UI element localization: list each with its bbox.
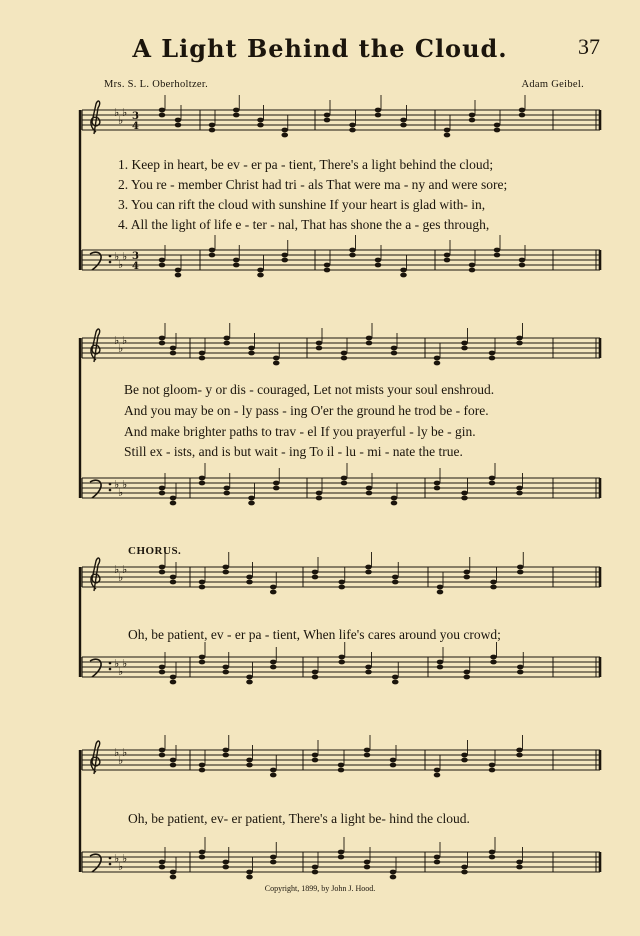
note-head	[461, 870, 468, 875]
note-head	[400, 273, 407, 278]
note-head	[270, 590, 277, 595]
note-head	[312, 670, 319, 675]
note-head	[170, 346, 177, 351]
note-head	[270, 855, 277, 860]
note-head	[248, 351, 255, 356]
note-head	[434, 773, 441, 778]
flat-sign-icon: ♭	[122, 334, 128, 347]
note-head	[375, 113, 382, 118]
note-head	[390, 763, 397, 768]
flat-sign-icon: ♭	[114, 657, 120, 670]
flat-sign-icon: ♭	[114, 563, 120, 576]
note-head	[209, 123, 216, 128]
note-head	[489, 768, 496, 773]
verse-3-line-1: 3. You can rift the cloud with sunshine If your heart is glad with- in,	[118, 197, 486, 212]
verse-2-line-2: And you may be on - ly pass - ing O'er the ground he trod be - fore.	[124, 403, 489, 418]
note-head	[246, 758, 253, 763]
note-head	[469, 113, 476, 118]
note-head	[349, 248, 356, 253]
note-head	[281, 133, 288, 138]
note-head	[222, 570, 229, 575]
note-head	[170, 501, 177, 506]
note-head	[349, 123, 356, 128]
note-head	[400, 123, 407, 128]
note-head	[365, 670, 372, 675]
note-head	[199, 768, 206, 773]
note-head	[159, 113, 166, 118]
note-head	[494, 123, 501, 128]
note-head	[391, 346, 398, 351]
bass-clef-dot	[109, 857, 112, 860]
copyright-notice: Copyright, 1899, by John J. Hood.	[264, 884, 376, 893]
note-head	[170, 875, 177, 880]
hymn-title: A Light Behind the Cloud.	[132, 34, 508, 63]
treble-clef-icon	[91, 741, 100, 774]
note-head	[222, 665, 229, 670]
flat-sign-icon: ♭	[118, 860, 124, 873]
note-head	[222, 865, 229, 870]
note-head	[444, 128, 451, 133]
note-head	[248, 496, 255, 501]
flat-sign-icon: ♭	[122, 852, 128, 865]
note-head	[159, 570, 166, 575]
note-head	[489, 351, 496, 356]
note-head	[175, 273, 182, 278]
flat-sign-icon: ♭	[118, 342, 124, 355]
note-head	[437, 590, 444, 595]
note-head	[463, 675, 470, 680]
note-head	[463, 670, 470, 675]
note-head	[324, 263, 331, 268]
note-head	[312, 675, 319, 680]
note-head	[270, 665, 277, 670]
note-head	[312, 870, 319, 875]
note-head	[519, 108, 526, 113]
note-head	[516, 748, 523, 753]
verse-1-line-1: 1. Keep in heart, be ev - er pa - tient, There's a light behind the cloud;	[118, 157, 494, 172]
flat-sign-icon: ♭	[114, 746, 120, 759]
note-head	[338, 655, 345, 660]
note-head	[170, 680, 177, 685]
note-head	[159, 565, 166, 570]
note-head	[246, 575, 253, 580]
note-head	[338, 660, 345, 665]
note-head	[375, 108, 382, 113]
note-head	[437, 665, 444, 670]
note-head	[434, 481, 441, 486]
note-head	[375, 263, 382, 268]
note-head	[170, 351, 177, 356]
note-head	[159, 753, 166, 758]
note-head	[489, 763, 496, 768]
note-head	[273, 486, 280, 491]
verse-1-line-2: Be not gloom- y or dis - couraged, Let not mists your soul enshroud.	[124, 382, 495, 397]
note-head	[209, 253, 216, 258]
note-head	[341, 351, 348, 356]
note-head	[270, 860, 277, 865]
note-head	[281, 258, 288, 263]
note-head	[349, 253, 356, 258]
note-head	[222, 565, 229, 570]
note-head	[159, 670, 166, 675]
note-head	[338, 855, 345, 860]
page-number: 37	[578, 34, 600, 59]
note-head	[434, 860, 441, 865]
flat-sign-icon: ♭	[118, 114, 124, 127]
note-head	[494, 253, 501, 258]
note-head	[461, 758, 468, 763]
note-head	[516, 753, 523, 758]
note-head	[469, 263, 476, 268]
time-signature-bottom-icon: 4	[132, 121, 139, 132]
note-head	[392, 575, 399, 580]
note-head	[222, 670, 229, 675]
note-head	[199, 481, 206, 486]
treble-clef-icon	[91, 329, 100, 362]
note-head	[246, 580, 253, 585]
flat-sign-icon: ♭	[114, 250, 120, 263]
time-signature-top-icon: 3	[132, 251, 139, 262]
note-head	[257, 268, 264, 273]
note-head	[390, 875, 397, 880]
note-head	[391, 501, 398, 506]
note-head	[490, 580, 497, 585]
bass-clef-dot	[109, 255, 112, 258]
note-head	[461, 496, 468, 501]
verse-4-line-2: Still ex - ists, and is but wait - ing To il - lu - mi - nate the true.	[124, 444, 463, 459]
note-head	[434, 855, 441, 860]
note-head	[175, 118, 182, 123]
note-head	[281, 128, 288, 133]
note-head	[517, 565, 524, 570]
note-head	[434, 361, 441, 366]
note-head	[365, 665, 372, 670]
note-head	[246, 680, 253, 685]
note-head	[222, 748, 229, 753]
note-head	[444, 253, 451, 258]
note-head	[233, 108, 240, 113]
note-head	[257, 273, 264, 278]
chorus-line-2: Oh, be patient, ev- er patient, There's a light be- hind the cloud.	[128, 811, 470, 826]
note-head	[199, 585, 206, 590]
note-head	[312, 758, 319, 763]
note-head	[270, 660, 277, 665]
note-head	[434, 768, 441, 773]
note-head	[159, 665, 166, 670]
note-head	[312, 865, 319, 870]
note-head	[170, 575, 177, 580]
note-head	[199, 476, 206, 481]
note-head	[437, 585, 444, 590]
note-head	[490, 655, 497, 660]
note-head	[516, 336, 523, 341]
note-head	[391, 351, 398, 356]
flat-sign-icon: ♭	[114, 334, 120, 347]
flat-sign-icon: ♭	[122, 250, 128, 263]
treble-clef-icon	[91, 101, 100, 134]
note-head	[341, 356, 348, 361]
note-head	[223, 336, 230, 341]
note-head	[223, 491, 230, 496]
note-head	[199, 660, 206, 665]
note-head	[159, 486, 166, 491]
flat-sign-icon: ♭	[122, 746, 128, 759]
note-head	[489, 481, 496, 486]
note-head	[338, 850, 345, 855]
time-signature-top-icon: 3	[132, 111, 139, 122]
note-head	[324, 118, 331, 123]
note-head	[170, 870, 177, 875]
note-head	[199, 351, 206, 356]
bass-clef-dot	[109, 662, 112, 665]
note-head	[366, 341, 373, 346]
note-head	[516, 486, 523, 491]
note-head	[516, 341, 523, 346]
flat-sign-icon: ♭	[122, 657, 128, 670]
note-head	[270, 585, 277, 590]
bass-clef-dot	[109, 489, 112, 492]
note-head	[233, 263, 240, 268]
note-head	[273, 361, 280, 366]
note-head	[392, 675, 399, 680]
note-head	[281, 253, 288, 258]
note-head	[489, 850, 496, 855]
note-head	[233, 113, 240, 118]
note-head	[375, 258, 382, 263]
chorus-line-1: Oh, be patient, ev - er pa - tient, When life's cares around you crowd;	[128, 627, 501, 642]
note-head	[316, 491, 323, 496]
note-head	[519, 263, 526, 268]
bass-clef-dot	[109, 863, 112, 866]
note-head	[270, 768, 277, 773]
note-head	[338, 580, 345, 585]
note-head	[170, 763, 177, 768]
note-head	[199, 356, 206, 361]
note-head	[312, 753, 319, 758]
note-head	[444, 133, 451, 138]
note-head	[434, 356, 441, 361]
note-head	[365, 565, 372, 570]
note-head	[364, 860, 371, 865]
note-head	[316, 496, 323, 501]
note-head	[391, 496, 398, 501]
note-head	[463, 575, 470, 580]
note-head	[489, 476, 496, 481]
note-head	[273, 481, 280, 486]
note-head	[159, 341, 166, 346]
note-head	[365, 570, 372, 575]
note-head	[437, 660, 444, 665]
note-head	[494, 248, 501, 253]
note-head	[489, 855, 496, 860]
note-head	[223, 486, 230, 491]
note-head	[159, 258, 166, 263]
note-head	[517, 570, 524, 575]
flat-sign-icon: ♭	[118, 571, 124, 584]
note-head	[349, 128, 356, 133]
bass-clef-dot	[109, 483, 112, 486]
note-head	[312, 570, 319, 575]
flat-sign-icon: ♭	[118, 486, 124, 499]
note-head	[246, 870, 253, 875]
note-head	[390, 758, 397, 763]
note-head	[199, 850, 206, 855]
time-signature-bottom-icon: 4	[132, 261, 139, 272]
note-head	[364, 748, 371, 753]
note-head	[209, 248, 216, 253]
verse-3-line-2: And make brighter paths to trav - el If you prayerful - ly be - gin.	[124, 424, 476, 439]
note-head	[366, 486, 373, 491]
composer-credit: Adam Geibel.	[521, 79, 584, 90]
note-head	[366, 336, 373, 341]
note-head	[159, 108, 166, 113]
note-head	[222, 860, 229, 865]
note-head	[461, 753, 468, 758]
note-head	[516, 865, 523, 870]
note-head	[341, 481, 348, 486]
note-head	[434, 486, 441, 491]
note-head	[364, 753, 371, 758]
note-head	[444, 258, 451, 263]
flat-sign-icon: ♭	[114, 852, 120, 865]
note-head	[490, 660, 497, 665]
note-head	[338, 763, 345, 768]
note-head	[494, 128, 501, 133]
note-head	[257, 118, 264, 123]
note-head	[199, 580, 206, 585]
note-head	[159, 748, 166, 753]
note-head	[170, 758, 177, 763]
note-head	[461, 341, 468, 346]
note-head	[199, 763, 206, 768]
note-head	[366, 491, 373, 496]
note-head	[222, 753, 229, 758]
note-head	[159, 336, 166, 341]
note-head	[489, 356, 496, 361]
note-head	[338, 768, 345, 773]
note-head	[199, 655, 206, 660]
lyricist-credit: Mrs. S. L. Oberholtzer.	[104, 79, 209, 90]
note-head	[159, 860, 166, 865]
note-head	[248, 501, 255, 506]
verse-4-line-1: 4. All the light of life e - ter - nal, That has shone the a - ges through,	[118, 217, 490, 232]
flat-sign-icon: ♭	[114, 106, 120, 119]
note-head	[338, 585, 345, 590]
note-head	[273, 356, 280, 361]
note-head	[461, 491, 468, 496]
note-head	[364, 865, 371, 870]
flat-sign-icon: ♭	[122, 563, 128, 576]
note-head	[463, 570, 470, 575]
note-head	[390, 870, 397, 875]
flat-sign-icon: ♭	[118, 754, 124, 767]
note-head	[341, 476, 348, 481]
flat-sign-icon: ♭	[114, 478, 120, 491]
note-head	[170, 675, 177, 680]
note-head	[246, 675, 253, 680]
note-head	[159, 865, 166, 870]
note-head	[324, 268, 331, 273]
note-head	[270, 773, 277, 778]
note-head	[159, 263, 166, 268]
note-head	[199, 855, 206, 860]
note-head	[517, 670, 524, 675]
note-head	[170, 496, 177, 501]
note-head	[469, 118, 476, 123]
note-head	[246, 875, 253, 880]
note-head	[159, 491, 166, 496]
note-head	[519, 113, 526, 118]
flat-sign-icon: ♭	[122, 478, 128, 491]
note-head	[516, 860, 523, 865]
note-head	[223, 341, 230, 346]
note-head	[170, 580, 177, 585]
chorus-label: CHORUS.	[128, 545, 182, 557]
flat-sign-icon: ♭	[122, 106, 128, 119]
note-head	[316, 346, 323, 351]
flat-sign-icon: ♭	[118, 665, 124, 678]
note-head	[400, 118, 407, 123]
note-head	[233, 258, 240, 263]
note-head	[316, 341, 323, 346]
flat-sign-icon: ♭	[118, 258, 124, 271]
note-head	[469, 268, 476, 273]
note-head	[312, 575, 319, 580]
bass-clef-dot	[109, 261, 112, 264]
note-head	[257, 123, 264, 128]
bass-clef-dot	[109, 668, 112, 671]
note-head	[516, 491, 523, 496]
note-head	[175, 123, 182, 128]
note-head	[517, 665, 524, 670]
treble-clef-icon	[91, 558, 100, 591]
note-head	[490, 585, 497, 590]
verse-2-line-1: 2. You re - member Christ had tri - als That were ma - ny and were sore;	[118, 177, 508, 192]
note-head	[246, 763, 253, 768]
note-head	[519, 258, 526, 263]
note-head	[175, 268, 182, 273]
note-head	[324, 113, 331, 118]
note-head	[461, 865, 468, 870]
note-head	[248, 346, 255, 351]
note-head	[461, 346, 468, 351]
note-head	[392, 580, 399, 585]
note-head	[209, 128, 216, 133]
note-head	[392, 680, 399, 685]
note-head	[400, 268, 407, 273]
